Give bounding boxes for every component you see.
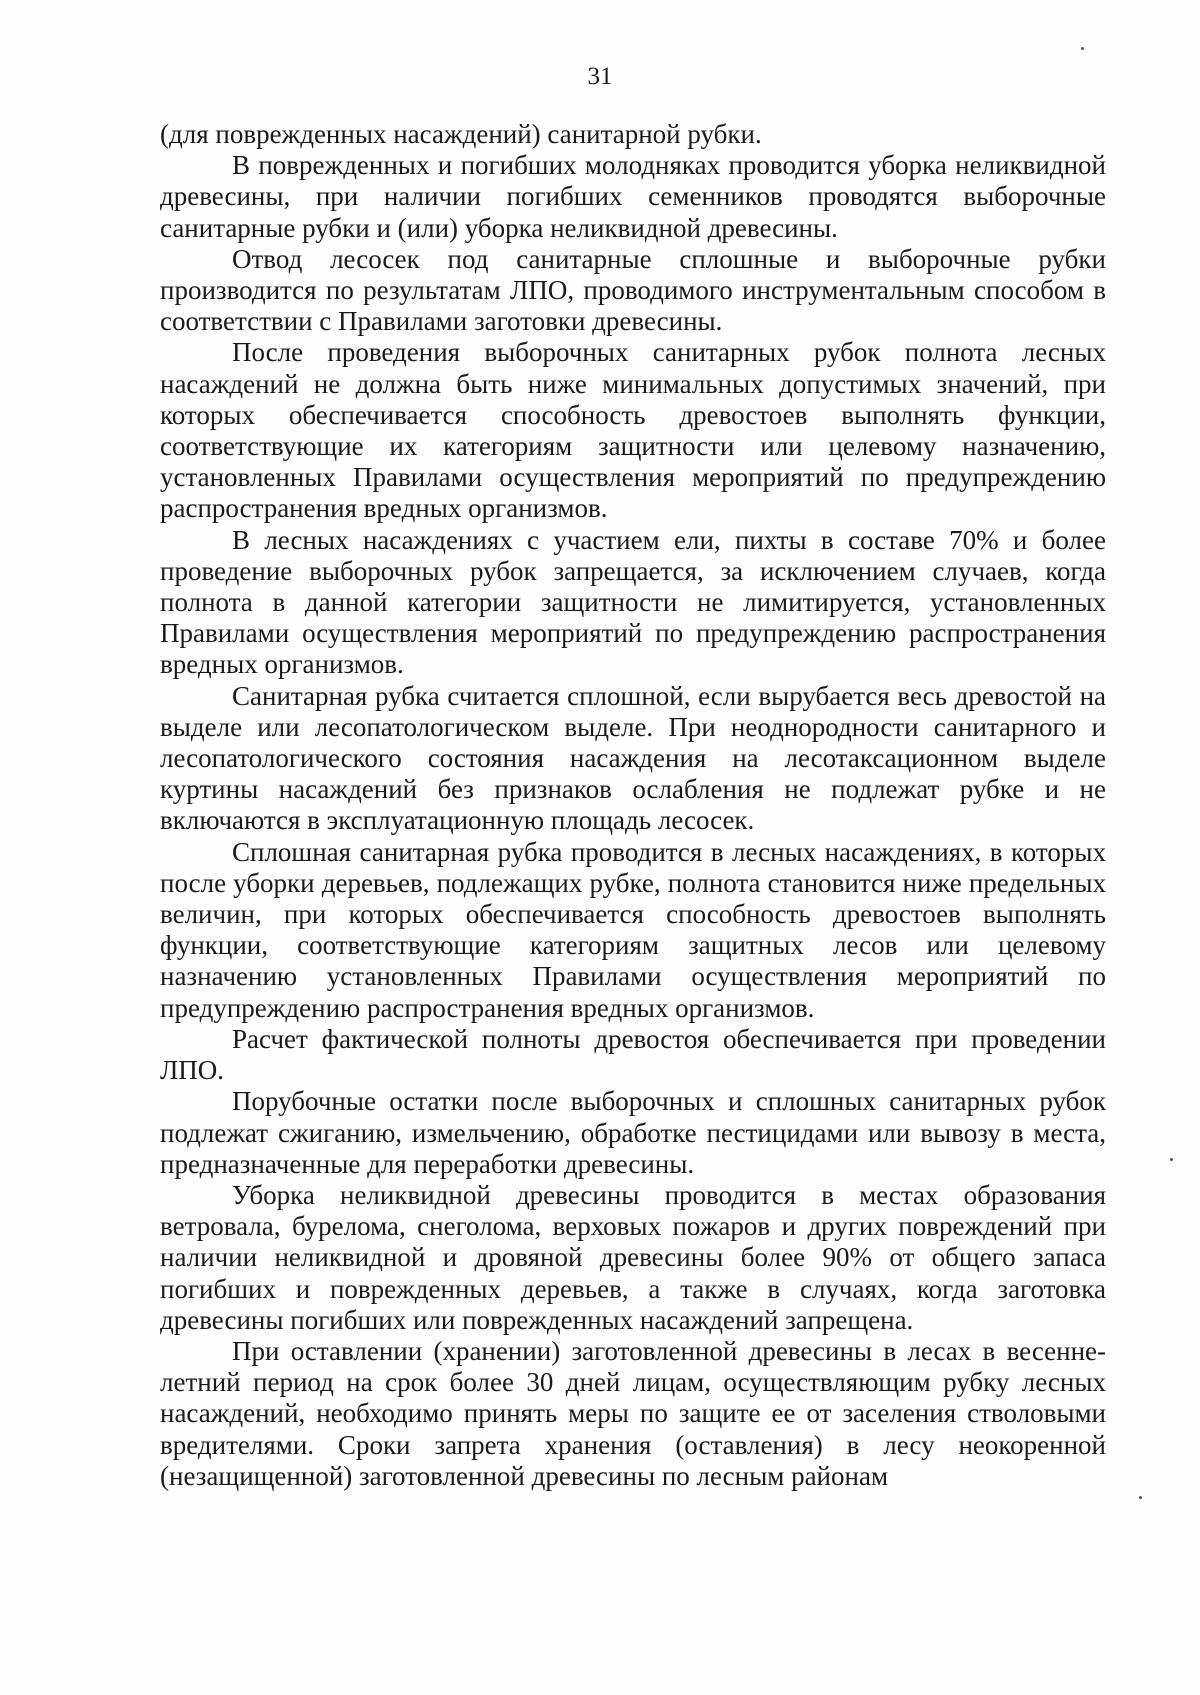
paragraph: Отвод лесосек под санитарные сплошные и выборочные рубки производится по результатам ЛПО, проводимого инструментальным способом в соответствии с Правилами заготовки древесины. [160,243,1106,337]
paragraph: Уборка неликвидной древесины проводится в местах образования ветровала, бурелома, снеголома, верховых пожаров и других повреждений при наличии неликвидной и дровяной древесины более 90% от общего запаса погибших и поврежденных деревьев, а также в случаях, когда заготовка древесины погибших или поврежденных насаждений запрещена. [160,1179,1106,1335]
paragraph: (для поврежденных насаждений) санитарной рубки. [160,119,762,149]
paragraph: При оставлении (хранении) заготовленной древесины в лесах в весенне-летний период на срок более 30 дней лицам, осуществляющим рубку лесных насаждений, необходимо принять меры по защите ее от заселения стволовыми вредителями. Сроки запрета хранения (оставления) в лесу неокоренной (незащищенной) заготовленной древесины по лесным районам [160,1335,1106,1491]
paragraph: Санитарная рубка считается сплошной, если вырубается весь древостой на выделе или лесопатологическом выделе. При неоднородности санитарного и лесопатологического состояния насаждения на лесотаксационном выделе куртины насаждений без признаков ослабления не подлежат рубке и не включаются в эксплуатационную площадь лесосек. [160,680,1106,836]
scan-speck [1139,1496,1142,1499]
paragraph: В поврежденных и погибших молодняках проводится уборка неликвидной древесины, при наличии погибших семенников проводятся выборочные санитарные рубки и (или) уборка неликвидной древесины. [160,150,1106,243]
paragraph: В лесных насаждениях с участием ели, пихты в составе 70% и более проведение выборочных рубок запрещается, за исключением случаев, когда полнота в данной категории защитности не лимитируется, установленных Правилами осуществления мероприятий по предупреждению распространения вредных организмов. [160,524,1106,680]
paragraph: Сплошная санитарная рубка проводится в лесных насаждениях, в которых после уборки деревьев, подлежащих рубке, полнота становится ниже предельных величин, при которых обеспечивается способность древостоев выполнять функции, соответствующие категориям защитных лесов или целевому назначению установленных Правилами осуществления мероприятий по предупреждению распространения вредных организмов. [160,836,1106,1023]
page-number: 31 [587,63,613,90]
scan-speck [1081,47,1084,50]
paragraph: Порубочные остатки после выборочных и сплошных санитарных рубок подлежат сжиганию, измельчению, обработке пестицидами или вывозу в места, предназначенные для переработки древесины. [160,1086,1106,1179]
paragraph: После проведения выборочных санитарных рубок полнота лесных насаждений не должна быть ниже минимальных допустимых значений, при которых обеспечивается способность древостоев выполнять функции, соответствующие их категориям защитности или целевому назначению, установленных Правилами осуществления мероприятий по предупреждению распространения вредных организмов. [160,337,1106,524]
scan-speck [1170,1158,1173,1161]
document-body [160,119,1106,1492]
paragraph: Расчет фактической полноты древостоя обеспечивается при проведении ЛПО. [160,1023,1106,1086]
